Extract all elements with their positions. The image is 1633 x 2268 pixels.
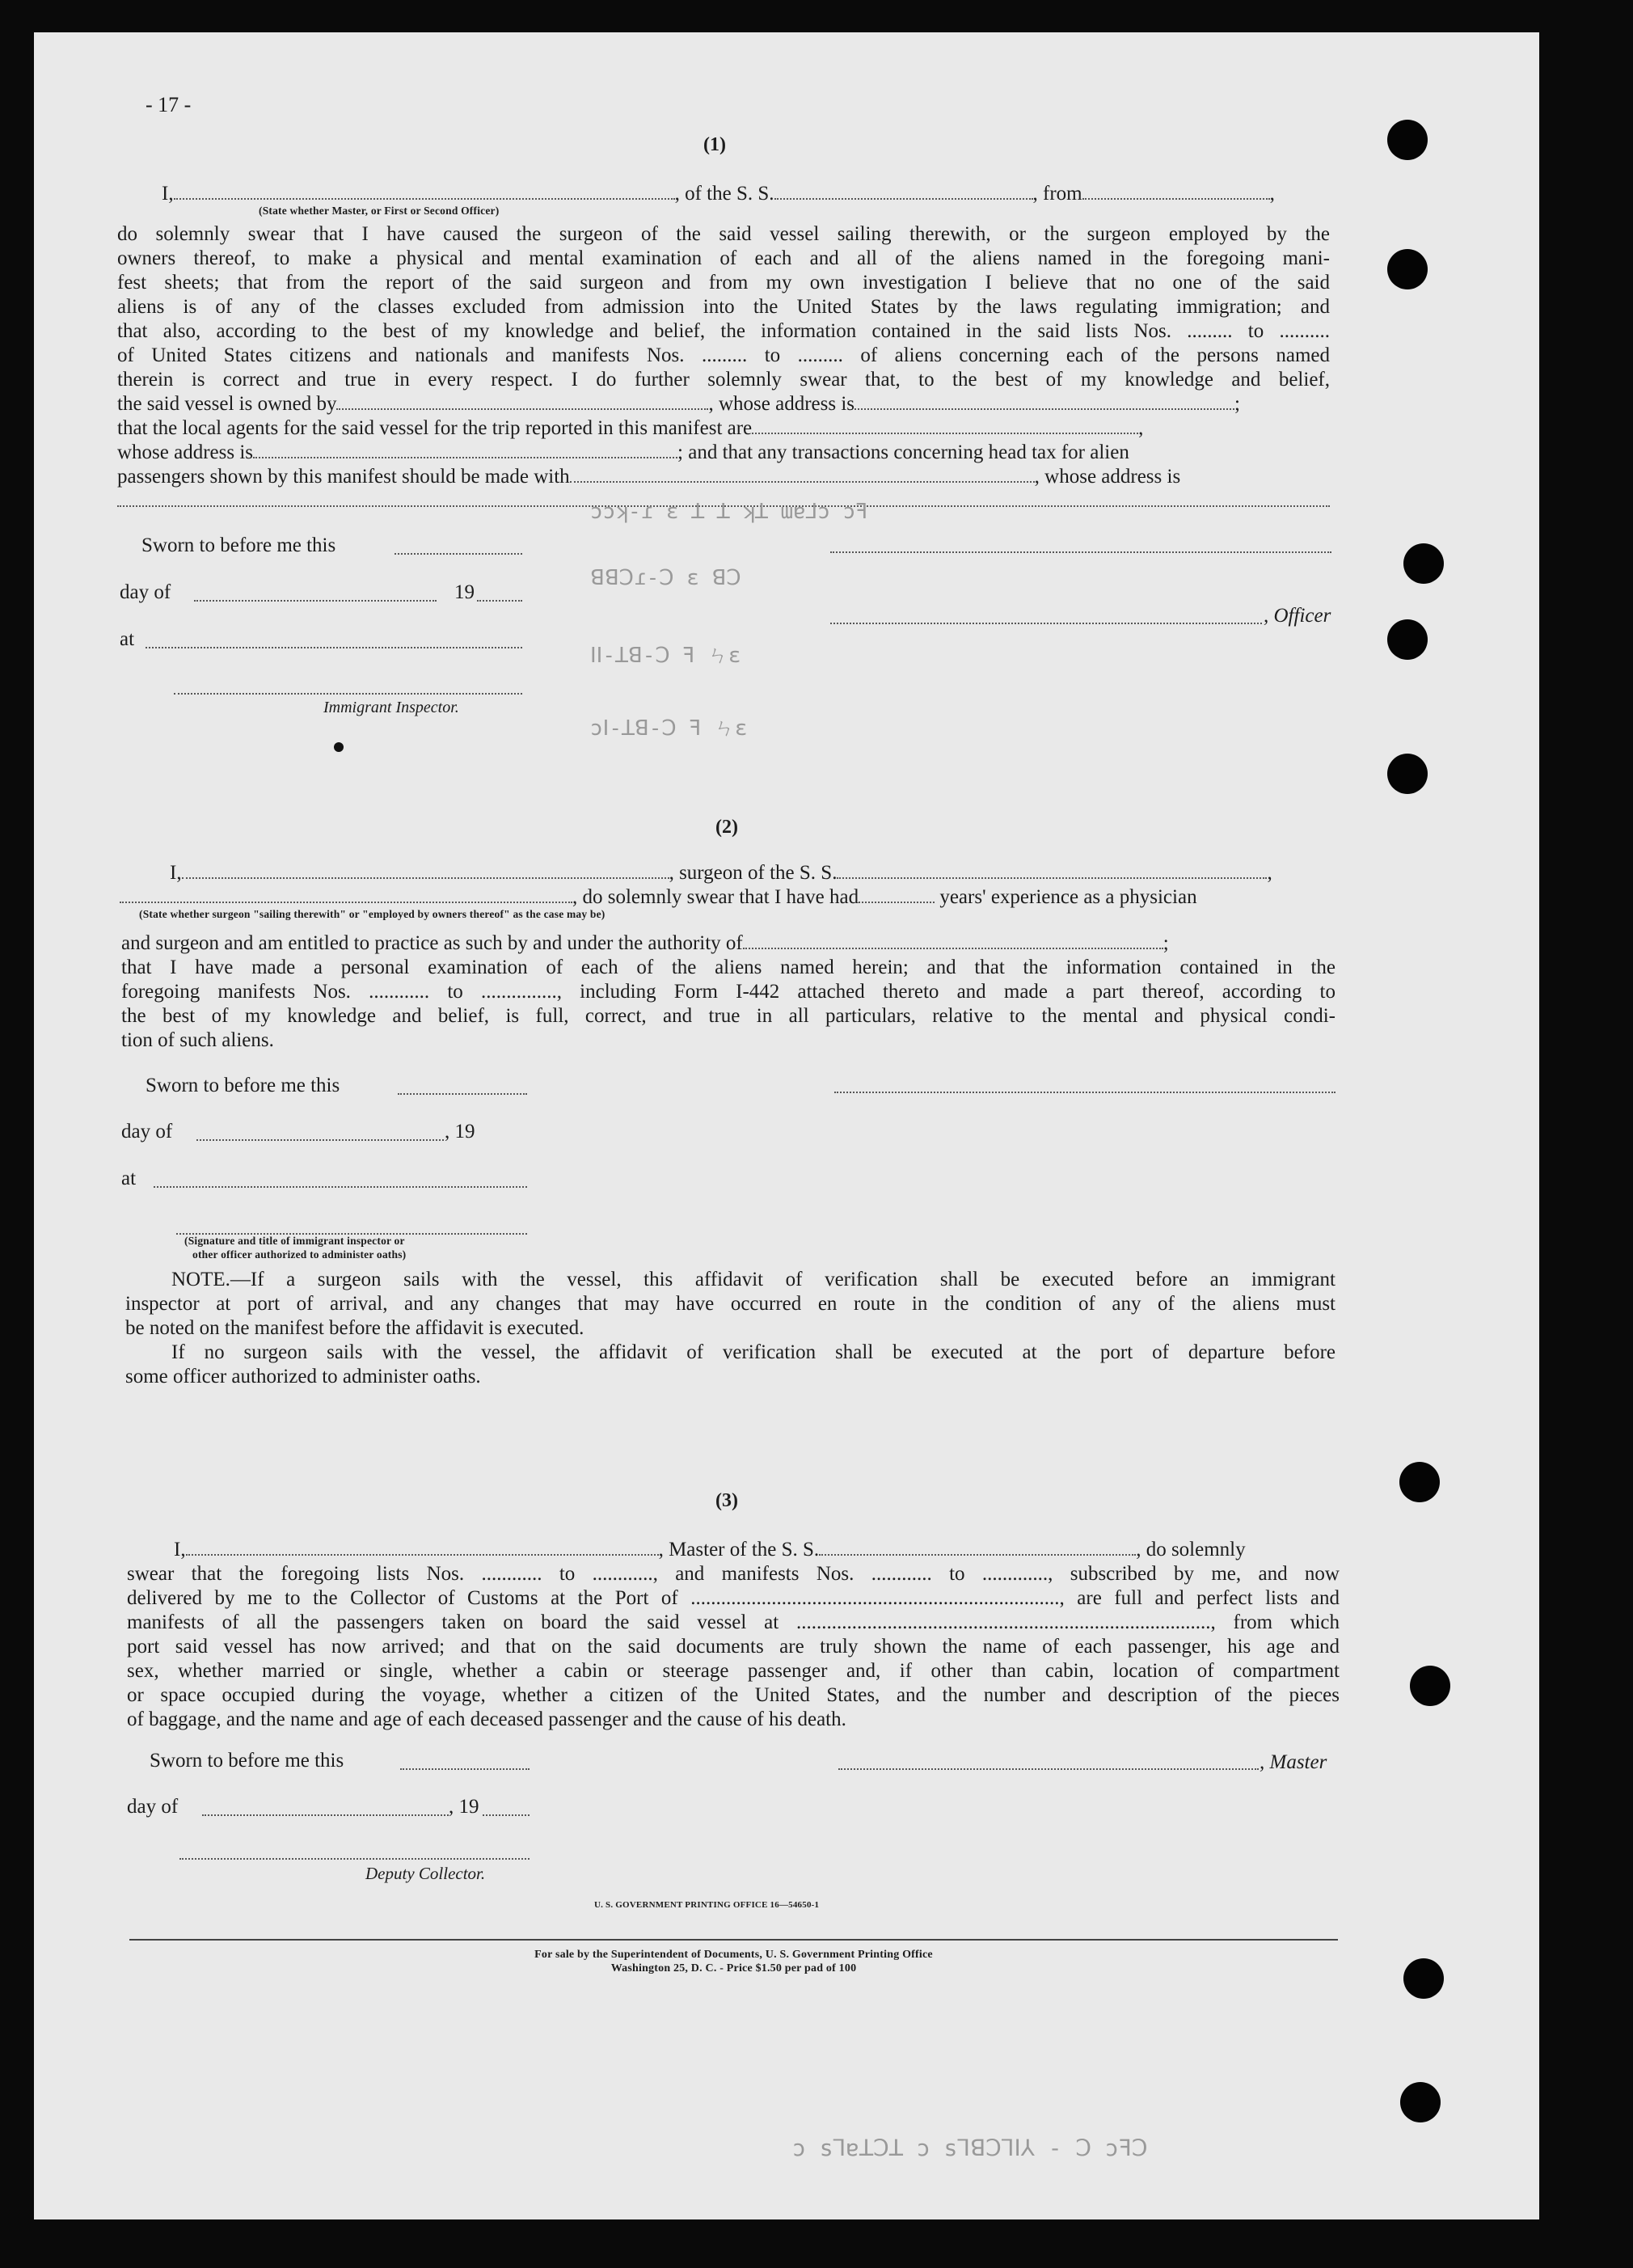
bleed-through-mark: ɔ sꓶɐꓕꓛꓕ ɔ sꓶꓭꓛꓶꓲ⅄ - ꓛ ɔꟻꓛ	[792, 2135, 1148, 2161]
note-line: NOTE.—If a surgeon sails with the vessel, this affidavit of verification shall be executed before an immigrant	[171, 1269, 1336, 1290]
bleed-through-mark: ꓲꓲ-ꓕꓭ-ꓛ ꟻ ㄣɛ	[590, 644, 741, 668]
paragraph-line: manifests of all the passengers taken on board the said vessel at .................................................................................., from which	[127, 1611, 1340, 1633]
paragraph-line: delivered by me to the Collector of Customs at the Port of ........................................................................., are full and perfect lists and	[127, 1587, 1340, 1609]
note-line: some officer authorized to administer oaths.	[125, 1366, 481, 1387]
day-of-label: day of	[121, 1121, 173, 1142]
paragraph-line: owners thereof, to make a physical and mental examination of each and all of the aliens named in the foregoing mani-	[117, 247, 1330, 269]
paragraph-line: or space occupied during the voyage, whether a citizen of the United States, and the number and description of the pieces	[127, 1684, 1340, 1706]
punch-hole-1	[1387, 120, 1428, 160]
master-label: , Master	[1260, 1751, 1327, 1773]
bleed-through-mark: ɔꓲ-ꓕꓭ-ꓛ ꟻ ㄣɛ	[590, 716, 748, 741]
section-3-line1: I, , Master of the S. S. , do solemnly	[174, 1539, 1246, 1561]
punch-hole-6	[1399, 1462, 1440, 1502]
footer-line-1: For sale by the Superintendent of Documents, U. S. Government Printing Office	[534, 1949, 933, 1961]
section-2-paragraph	[121, 931, 1336, 1053]
paragraph-line: that I have made a personal examination of each of the aliens named herein; and that the information contained in the	[121, 957, 1336, 978]
section-1-line1: I, , of the S. S. , from ,	[162, 183, 1275, 205]
section-3-number: (3)	[715, 1490, 738, 1511]
paragraph-line: tion of such aliens.	[121, 1029, 274, 1051]
paragraph-line: foregoing manifests Nos. ............ to ..............., including Form I-442 attached thereto and made a part thereof, according to	[121, 981, 1336, 1003]
note-line: If no surgeon sails with the vessel, the affidavit of verification shall be executed at the port of departure before	[171, 1341, 1336, 1363]
punch-hole-5	[1387, 754, 1428, 794]
signature-note-2: other officer authorized to administer oaths)	[192, 1248, 407, 1261]
year-label: , 19	[449, 1796, 479, 1818]
section-3-paragraph	[127, 1562, 1340, 1732]
i-label: I,	[162, 183, 174, 205]
paragraph-line: that also, according to the best of my knowledge and belief, the information contained in the said lists Nos. ......... to ..........	[117, 320, 1330, 342]
owned-by-line: the said vessel is owned by , whose address is ;	[117, 393, 1240, 415]
day-of-label: day of	[120, 581, 171, 603]
officer-label: , Officer	[1264, 605, 1331, 627]
paragraph-line: swear that the foregoing lists Nos. ............ to ............, and manifests Nos. ............ to ............., subscribed by me, and now	[127, 1563, 1340, 1585]
local-agents-line: that the local agents for the said vessel for the trip reported in this manifest are ,	[117, 417, 1144, 439]
paragraph-line: therein is correct and true in every respect. I do further solemnly swear that, to the best of my knowledge and belief,	[117, 369, 1330, 391]
paragraph-line: the best of my knowledge and belief, is full, correct, and true in all particulars, relative to the mental and physical condi-	[121, 1005, 1336, 1027]
paragraph-line: fest sheets; that from the report of the said surgeon and from my own investigation I believe that no one of the said	[117, 272, 1330, 294]
paragraph-line: aliens is of any of the classes excluded from admission into the United States by the laws regulating immigration; and	[117, 296, 1330, 318]
deputy-collector-label: Deputy Collector.	[365, 1864, 486, 1883]
section-1-number: (1)	[703, 134, 726, 155]
passengers-line: passengers shown by this manifest should be made with , whose address is	[117, 466, 1181, 488]
section-2-number: (2)	[715, 817, 738, 838]
bleed-through-mark: ꓭꓭꓛɾ-ꓛ ɛ ꓭꓛ	[590, 566, 741, 590]
footer-rule	[129, 1939, 1338, 1941]
at-label: at	[121, 1168, 137, 1189]
address-line: whose address is ; and that any transactions concerning head tax for alien	[117, 441, 1129, 463]
at-label: at	[120, 628, 135, 650]
footer-line-2: Washington 25, D. C. - Price $1.50 per pad of 100	[610, 1962, 857, 1974]
paragraph-line: of baggage, and the name and age of each deceased passenger and the cause of his death.	[127, 1708, 846, 1730]
ink-dot	[334, 742, 344, 752]
from-label: , from	[1032, 183, 1082, 205]
note-line: be noted on the manifest before the affidavit is executed.	[125, 1317, 584, 1339]
section-2-line2: , do solemnly swear that I have had years' experience as a physician	[120, 885, 1197, 910]
punch-hole-4	[1387, 619, 1428, 660]
sworn-label: Sworn to before me this	[141, 534, 336, 556]
paragraph-line: port said vessel has now arrived; and that on the said documents are truly shown the name of each passenger, his age and	[127, 1636, 1340, 1658]
page-number: - 17 -	[146, 93, 192, 116]
authority-line: and surgeon and am entitled to practice as such by and under the authority of ;	[121, 932, 1169, 954]
paragraph-line: of United States citizens and nationals and manifests Nos. ......... to ......... of aliens concerning each of the persons named	[117, 344, 1330, 366]
sworn-label: Sworn to before me this	[146, 1075, 340, 1096]
note-line: inspector at port of arrival, and any changes that may have occurred en route in the condition of any of the aliens must	[125, 1293, 1336, 1315]
section-1-paragraph	[117, 222, 1330, 489]
bleed-through-mark: ɔɔʞ-ɾ ɛ ꓕ ꓕ ʞꓕ ɯɐ⅃ɔ ɔꟻ	[590, 500, 868, 524]
paragraph-line: sex, whether married or single, whether a cabin or steerage passenger and, if other than cabin, location of compartment	[127, 1660, 1340, 1682]
punch-hole-9	[1400, 2082, 1441, 2122]
paragraph-line: do solemnly swear that I have caused the surgeon of the said vessel sailing therewith, or the surgeon employed by the	[117, 223, 1330, 245]
immigrant-inspector-label: Immigrant Inspector.	[323, 699, 459, 716]
punch-hole-2	[1387, 249, 1428, 289]
officer-note: (State whether Master, or First or Second Officer)	[259, 205, 500, 217]
punch-hole-3	[1403, 543, 1444, 584]
section-2-line1: I, , surgeon of the S. S. ,	[170, 862, 1272, 884]
signature-note-1: (Signature and title of immigrant inspector or	[184, 1235, 405, 1247]
printing-office-line: U. S. GOVERNMENT PRINTING OFFICE 16—54650-1	[594, 1900, 820, 1910]
year-label: 19	[454, 581, 475, 603]
surgeon-note: (State whether surgeon "sailing therewith" or "employed by owners thereof" as the case may be)	[139, 908, 606, 920]
year-label: , 19	[445, 1121, 475, 1142]
note-paragraph	[125, 1268, 1336, 1389]
punch-hole-7	[1410, 1666, 1450, 1706]
of-ss-label: , of the S. S.	[674, 183, 774, 205]
sworn-label: Sworn to before me this	[150, 1750, 344, 1772]
day-of-label: day of	[127, 1796, 179, 1818]
